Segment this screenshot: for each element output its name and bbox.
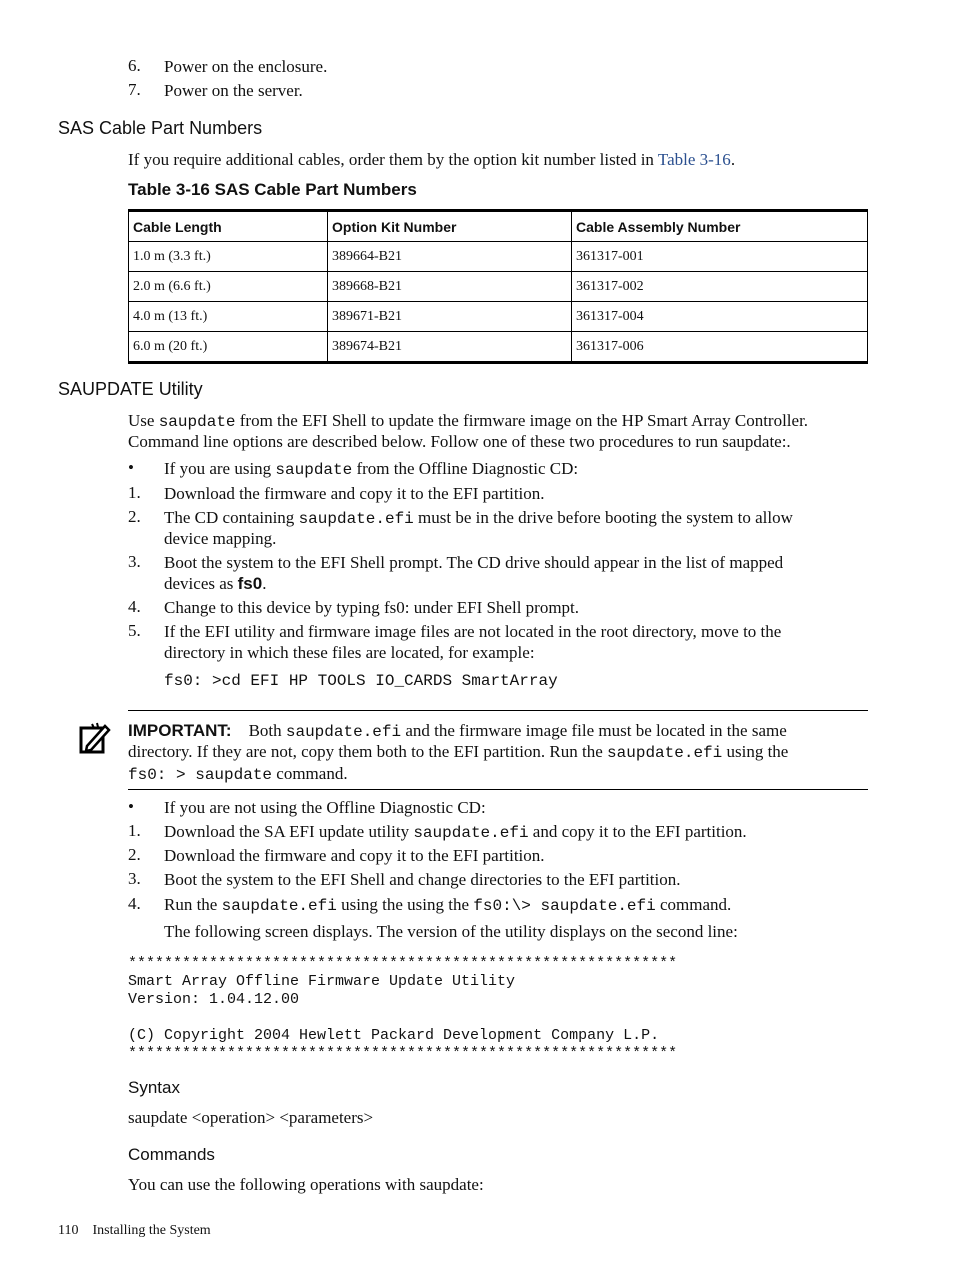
step-text [164, 821, 867, 844]
commands-text: You can use the following operations with saupdate: [128, 1175, 484, 1194]
code: saupdate.efi [285, 723, 402, 741]
text: Both [248, 721, 286, 740]
divider [128, 710, 868, 711]
code: saupdate.efi [221, 897, 337, 915]
important-note-icon [78, 722, 112, 756]
important-label: IMPORTANT: [128, 721, 232, 740]
step-text: Boot the system to the EFI Shell prompt. The CD drive should appear in the list of mapped [164, 553, 784, 572]
commands-heading: Commands [128, 1145, 215, 1164]
step-number: 2. [128, 507, 141, 526]
step-text: Change to this device by typing fs0: under EFI Shell prompt. [164, 598, 580, 617]
step-number: 4. [128, 894, 141, 913]
footer-section: Installing the System [92, 1223, 211, 1238]
step-text [164, 507, 867, 530]
column-header: Option Kit Number [328, 211, 572, 242]
text: command. [272, 764, 348, 783]
step-number: 4. [128, 597, 141, 616]
page-number: 110 [58, 1223, 79, 1238]
step-note: The following screen displays. The version of the utility displays on the second line: [164, 922, 738, 941]
section-heading-saupdate: SAUPDATE Utility [58, 379, 203, 399]
step-number: 1. [128, 483, 141, 502]
text: from the EFI Shell to update the firmware image on the HP Smart Array Controller. [235, 411, 809, 430]
text: If you are using [164, 459, 276, 478]
step-text: Power on the enclosure. [164, 57, 328, 76]
text: The CD containing [164, 508, 299, 527]
section-heading-sas: SAS Cable Part Numbers [58, 118, 263, 138]
column-header: Cable Length [129, 211, 328, 242]
text: using the using the [336, 895, 474, 914]
table-cell: 389671-B21 [328, 302, 572, 332]
table-cell: 389668-B21 [328, 272, 572, 302]
divider [128, 789, 868, 790]
table-cell: 361317-004 [572, 302, 868, 332]
bullet-text: If you are not using the Offline Diagnostic CD: [164, 798, 486, 817]
step-number: 3. [128, 869, 141, 888]
step-text: Boot the system to the EFI Shell and change directories to the EFI partition. [164, 870, 681, 889]
step-number: 1. [128, 821, 141, 840]
important-line1 [128, 720, 867, 743]
step-text-cont: device mapping. [164, 529, 277, 548]
column-header: Cable Assembly Number [572, 211, 868, 242]
table-cell: 1.0 m (3.3 ft.) [129, 242, 328, 272]
step-text: Power on the server. [164, 81, 303, 100]
table-cell: 6.0 m (20 ft.) [129, 332, 328, 363]
step-text-cont: directory in which these files are located, for example: [164, 643, 535, 662]
step-text: Download the firmware and copy it to the EFI partition. [164, 484, 545, 503]
sas-intro-text: If you require additional cables, order them by the option kit number listed in [128, 150, 658, 169]
text: Run the [164, 895, 222, 914]
code: saupdate.efi [298, 510, 414, 528]
table-cell: 361317-006 [572, 332, 868, 363]
step-number: 3. [128, 552, 141, 571]
syntax-heading: Syntax [128, 1078, 180, 1097]
table-header-row [129, 211, 868, 242]
bullet-text [164, 458, 867, 481]
code: saupdate [275, 461, 353, 479]
table-row [129, 302, 868, 332]
code: saupdate [158, 413, 236, 431]
text: using the [722, 742, 789, 761]
table-cell: 361317-002 [572, 272, 868, 302]
step-text-cont [164, 573, 867, 594]
table-caption: Table 3-16 SAS Cable Part Numbers [128, 180, 417, 199]
important-line3 [128, 763, 867, 786]
page-footer [58, 1223, 211, 1239]
table-cell: 389674-B21 [328, 332, 572, 363]
sas-intro-end: . [730, 150, 736, 169]
step-number: 5. [128, 621, 141, 640]
step-text [164, 894, 867, 917]
text: devices as [164, 574, 238, 593]
code: fs0: > saupdate [128, 766, 273, 784]
syntax-text: saupdate <operation> <parameters> [128, 1108, 374, 1127]
bullet-icon: • [128, 797, 134, 816]
code: saupdate.efi [607, 744, 723, 762]
text: must be in the drive before booting the system to allow [413, 508, 793, 527]
code: fs0:\> saupdate.efi [473, 897, 656, 915]
sas-intro [128, 149, 867, 170]
saupdate-intro-line1 [128, 410, 867, 433]
bullet-icon: • [128, 458, 134, 477]
table-row [129, 242, 868, 272]
step-number: 6. [128, 56, 141, 75]
table-row [129, 272, 868, 302]
text: command. [655, 895, 732, 914]
saupdate-intro-line2: Command line options are described below. Follow one of these two procedures to run saupdate:. [128, 432, 791, 451]
table-cell: 4.0 m (13 ft.) [129, 302, 328, 332]
text: directory. If they are not, copy them both to the EFI partition. Run the [128, 742, 608, 761]
text: . [262, 574, 267, 593]
sas-cable-table [128, 209, 868, 364]
table-row [129, 332, 868, 363]
screen-output: ************************************************************* Smart Array Offline Firmware Update Utility Version: 1.04.12.00 (C) Copyright 2004 Hewlett Packard Development Company L.P. ************************************************************* [128, 955, 678, 1062]
code-example: fs0: >cd EFI HP TOOLS IO_CARDS SmartArray [164, 672, 558, 690]
step-text: Download the firmware and copy it to the EFI partition. [164, 846, 545, 865]
text: and the firmware image file must be located in the same [401, 721, 787, 740]
important-line2 [128, 741, 867, 764]
table-cell: 361317-001 [572, 242, 868, 272]
text: from the Offline Diagnostic CD: [352, 459, 579, 478]
text: Use [128, 411, 159, 430]
step-number: 2. [128, 845, 141, 864]
text: and copy it to the EFI partition. [528, 822, 747, 841]
step-number: 7. [128, 80, 141, 99]
step-text: If the EFI utility and firmware image files are not located in the root directory, move to the [164, 622, 782, 641]
table-cell: 2.0 m (6.6 ft.) [129, 272, 328, 302]
table-cell: 389664-B21 [328, 242, 572, 272]
table-link[interactable]: Table 3-16 [657, 150, 731, 169]
text: Download the SA EFI update utility [164, 822, 414, 841]
bold-text: fs0 [237, 574, 263, 593]
code: saupdate.efi [413, 824, 529, 842]
